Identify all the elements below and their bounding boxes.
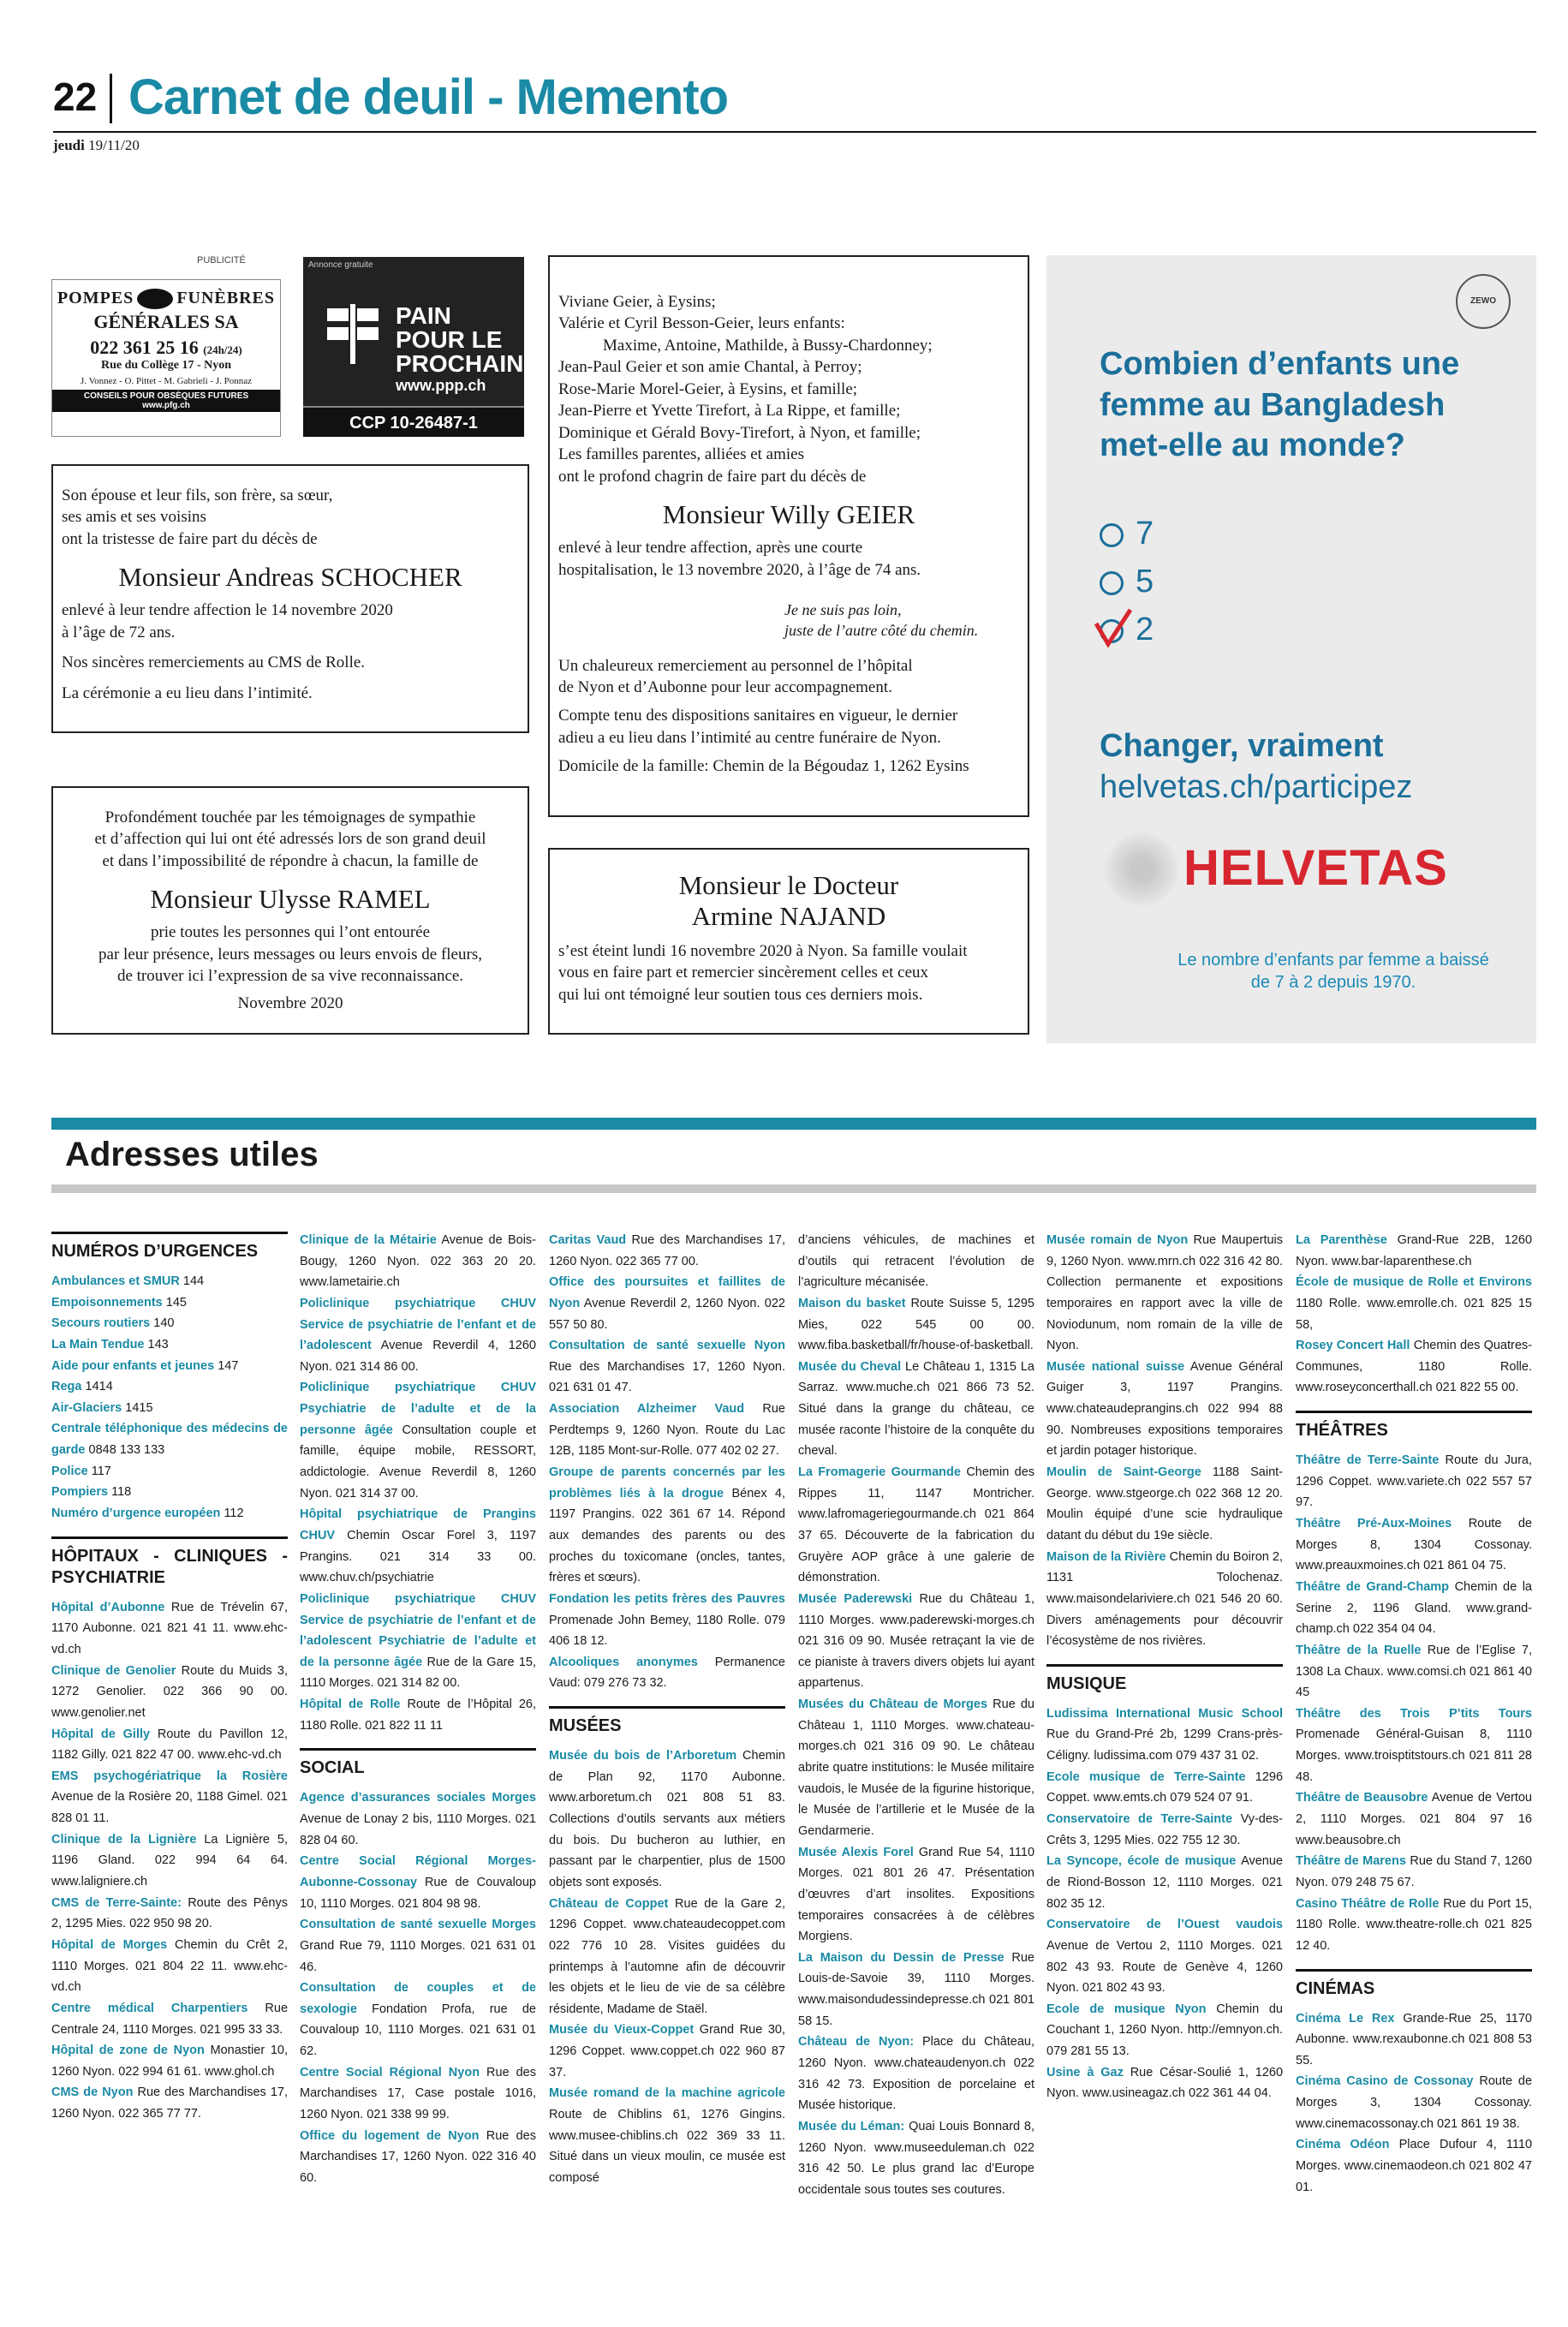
- entry-details: Fondation Profa, rue de Couvaloup 10, 1110 Morges. 021 631 01 62.: [300, 2002, 536, 2059]
- entry-details: Chemin de Plan 92, 1170 Aubonne. www.arboretum.ch 021 808 51 83. Collections d’outils servants aux métiers du bois. Du bucheron au luthier, en passant par le charpentier, plus de 1500 objets sont exposés.: [549, 1749, 785, 1889]
- entry-name: Office des poursuites et faillites de Nyon: [549, 1275, 785, 1310]
- address-entry: [1296, 1450, 1532, 1513]
- entry-details: Rue Maupertuis 9, 1260 Nyon. www.mrn.ch 022 316 42 80. Collection permanente et expositions temporaires en rapport avec la ville de Noviodunum, nom romain de la ville de Nyon.: [1046, 1233, 1284, 1353]
- address-column-3: [549, 1230, 785, 2189]
- entry-name: La Fromagerie Gourmande: [798, 1465, 961, 1480]
- entry-name: Cinéma Le Rex: [1296, 2011, 1395, 2026]
- entry-name: Rosey Concert Hall: [1296, 1339, 1410, 1353]
- entry-name: Pompiers: [51, 1485, 109, 1500]
- entry-details: Route de l’Hôpital 26, 1180 Rolle. 021 822 11 11: [300, 1698, 536, 1733]
- address-entry: [1046, 1999, 1283, 2062]
- notice-geier: Viviane Geier, à Eysins; Valérie et Cyril Besson-Geier, leurs enfants: Maxime, Antoine, Mathilde, à Bussy-Chardonney; Jean-Paul Geier et son amie Chantal, à Perroy; Rose-Marie Morel-Geier, à Eysins, et famille; Jean-Pierre et Yvette Tirefort, à La Rippe, et famille; Dominique et Gérald Bovy-Tirefort, à Nyon, et famille; Les familles parentes, alliées et amies ont le profond chagrin de faire part du décès de Monsieur Willy GEIER enlevé à leur tendre affection, après une courte hospitalisation, le 13 novembre 2020, à l’âge de 74 ans. Je ne suis pas loin, juste de l’autre côté du chemin. Un chaleureux remerciement au personnel de l’hôpital de Nyon et d’Aubonne pour leur accompagnement. Compte tenu des dispositions sanitaires en vigueur, le dernier adieu a eu lieu dans l’intimité au centre funéraire de Nyon. Domicile de la famille: Chemin de la Bégoudaz 1, 1262 Eysins: [548, 255, 1029, 817]
- entry-name: Musée du Léman:: [798, 2119, 905, 2133]
- section-title: Adresses utiles: [65, 1136, 319, 1173]
- entry-name: La Parenthèse: [1296, 1233, 1387, 1247]
- entry-details: Chemin Oscar Forel 3, 1197 Prangins. 021 314 33 00. www.chuv.ch/psychiatrie: [300, 1528, 537, 1585]
- entry-name: Hôpital psychiatrique de Prangins CHUV: [300, 1507, 536, 1542]
- entry-details: Grand Rue 54, 1110 Morges. 021 801 26 47. Présentation d’œuvres d’art insolites. Expositions temporaires consacrées à de célèbres Morgiens.: [798, 1845, 1035, 1944]
- entry-name: Centrale téléphonique des médecins de garde: [51, 1422, 288, 1458]
- address-entry: [51, 1313, 288, 1334]
- address-entry: [51, 1829, 288, 1893]
- entry-name: Consultation de couples et de sexologie: [300, 1981, 536, 2016]
- entry-details: Permanence Vaud: 079 276 73 32.: [549, 1655, 785, 1691]
- radio-icon: [1100, 523, 1124, 547]
- address-entry: [549, 1652, 785, 1694]
- address-entry: [300, 1504, 536, 1589]
- entry-name: Casino Théâtre de Rolle: [1296, 1896, 1440, 1911]
- entry-name: École de musique de Rolle et Environs: [1296, 1275, 1532, 1290]
- address-column-4: [798, 1230, 1034, 2200]
- entry-details: Promenade John Bemey, 1180 Rolle. 079 406 18 12.: [549, 1613, 785, 1649]
- entry-name: Théâtre de la Ruelle: [1296, 1643, 1422, 1657]
- address-entry: [51, 1334, 288, 1356]
- address-entry: [1046, 1547, 1283, 1652]
- entry-details: Grand Rue 30, 1296 Coppet. www.coppet.ch 022 960 87 37.: [549, 2023, 786, 2079]
- address-entry: [300, 1851, 536, 1914]
- address-entry: [1296, 1703, 1532, 1788]
- pfg-logo-icon: [137, 289, 173, 309]
- entry-name: Musée Paderewski: [798, 1591, 913, 1606]
- address-entry: [300, 1787, 536, 1851]
- entry-details: Rue du Château 1, 1110 Morges. www.chateau-morges.ch 021 316 09 90. Le château abrite quatre institutions: le Musée militaire vaudois, le Musée de la figurine historique, le Musée de l’artillerie et le Musée de la Gendarmerie.: [798, 1698, 1034, 1838]
- page-number: 22: [53, 75, 98, 119]
- entry-name: Conservatoire de l’Ouest vaudois: [1046, 1918, 1283, 1932]
- entry-name: Théâtre de Marens: [1296, 1854, 1406, 1869]
- entry-name: Hôpital de Morges: [51, 1937, 168, 1952]
- entry-name: Théâtre des Trois P’tits Tours: [1296, 1706, 1532, 1721]
- address-entry: [51, 1461, 288, 1483]
- entry-name: Fondation les petits frères des Pauvres: [549, 1591, 785, 1606]
- address-entry: [51, 1724, 288, 1766]
- entry-details: Le Château 1, 1315 La Sarraz. www.muche.ch 021 866 73 52. Situé dans la grange du château, ce musée raconte l’histoire de la conquête du cheval.: [798, 1359, 1034, 1459]
- entry-name: Clinique de la Métairie: [300, 1233, 437, 1247]
- entry-name: Cinéma Odéon: [1296, 2138, 1390, 2152]
- entry-name: Office du logement de Nyon: [300, 2128, 480, 2143]
- entry-name: Rega: [51, 1380, 82, 1394]
- address-entry: [51, 1893, 288, 1935]
- section-band: [51, 1118, 1536, 1130]
- entry-name: Policlinique psychiatrique CHUV Service de psychiatrie de l’enfant et de l’adolescent Psychiatrie de l’adulte et de la personne âgée: [300, 1591, 536, 1669]
- address-entry: [1046, 1462, 1283, 1547]
- entry-name: Musée romand de la machine agricole: [549, 2086, 785, 2101]
- entry-details: Chemin du Couchant 1, 1260 Nyon. http://emnyon.ch. 079 281 55 13.: [1046, 2002, 1283, 2059]
- entry-details: Grand Rue 79, 1110 Morges. 021 631 01 46.: [300, 1938, 536, 1974]
- address-entry: [549, 1230, 785, 1272]
- entry-details: Avenue de Vertou 2, 1110 Morges. 021 802 43 93. Route de Genève 4, 1260 Nyon. 021 802 43 93.: [1046, 1938, 1283, 1996]
- address-entry: [300, 2126, 536, 2189]
- entry-name: Théâtre de Beausobre: [1296, 1791, 1428, 1805]
- check-mark-icon: [1093, 606, 1134, 647]
- address-entry: [51, 1356, 288, 1377]
- entry-name: Théâtre de Grand-Champ: [1296, 1579, 1450, 1594]
- address-entry: [798, 1842, 1034, 1948]
- address-entry: [549, 2083, 785, 2188]
- entry-name: CMS de Nyon: [51, 2085, 134, 2100]
- helvetas-advertisement: ZEWO Combien d’enfants une femme au Bangladesh met-elle au monde? 7 5 2 Changer, vraiment helvetas.ch/participez HELVETAS Le nombre d’enfants par femme a baissé de 7 à 2 depuis 1970.: [1046, 255, 1536, 1043]
- entry-name: Secours routiers: [51, 1316, 151, 1331]
- entry-name: Cinéma Casino de Cossonay: [1296, 2074, 1474, 2089]
- advertising-label: PUBLICITÉ: [197, 255, 246, 266]
- entry-name: La Maison du Dessin de Presse: [798, 1950, 1005, 1965]
- address-entry: [549, 2020, 785, 2083]
- entry-name: Musée Alexis Forel: [798, 1845, 914, 1859]
- address-entry: [51, 1418, 288, 1460]
- category-heading: HÔPITAUX - CLINIQUES - PSYCHIATRIE: [51, 1536, 288, 1589]
- entry-name: Hôpital de Rolle: [300, 1698, 401, 1712]
- entry-details: Promenade Général-Guisan 8, 1110 Morges. www.troisptitstours.ch 021 811 28 48.: [1296, 1727, 1532, 1784]
- entry-details: 0848 133 133: [88, 1443, 165, 1458]
- address-entry: [1296, 1335, 1532, 1399]
- address-entry: [300, 2062, 536, 2126]
- entry-details: Rue de Couvaloup 10, 1110 Morges. 021 804 98 98.: [300, 1875, 536, 1911]
- address-entry: [300, 1914, 536, 1978]
- entry-details: 1180 Rolle. www.emrolle.ch. 021 825 15 58,: [1296, 1296, 1532, 1332]
- address-entry: [51, 1766, 288, 1829]
- header-rule: [53, 131, 1536, 133]
- entry-details: Route de Morges 8, 1304 Cossonay. www.preauxmoines.ch 021 861 04 75.: [1296, 1517, 1532, 1573]
- address-entry: [300, 1978, 536, 2062]
- zewo-badge: ZEWO: [1456, 274, 1511, 329]
- entry-details: 145: [165, 1295, 187, 1310]
- entry-details: Avenue de Riond-Bosson 12, 1110 Morges. 021 802 35 12.: [1046, 1854, 1283, 1911]
- entry-details: Route de Chiblins 61, 1276 Gingins. www.musee-chiblins.ch 022 369 33 11. Situé dans un vieux moulin, ce musée est composé: [549, 2107, 785, 2185]
- entry-name: Hôpital d’Aubonne: [51, 1600, 165, 1614]
- entry-details: Avenue Reverdil 2, 1260 Nyon. 022 557 50 80.: [549, 1296, 785, 1332]
- entry-details: 143: [147, 1337, 169, 1351]
- address-entry: [51, 1503, 288, 1524]
- entry-details: Rue des Marchandises 17, Case postale 1016, 1260 Nyon. 021 338 99 99.: [300, 2065, 537, 2121]
- entry-details: Vy-des-Crêts 3, 1295 Mies. 022 755 12 30.: [1046, 1812, 1284, 1847]
- notice-schocher: Son épouse et leur fils, son frère, sa sœur, ses amis et ses voisins ont la tristesse de faire part du décès de Monsieur Andreas SCHOCHER enlevé à leur tendre affection le 14 novembre 2020 à l’âge de 72 ans. Nos sincères remerciements au CMS de Rolle. La cérémonie a eu lieu dans l’intimité.: [51, 464, 529, 733]
- entry-details: 112: [224, 1507, 244, 1521]
- entry-name: Agence d’assurances sociales Morges: [300, 1791, 536, 1805]
- address-entry: [51, 1271, 288, 1292]
- entry-details: 140: [153, 1316, 175, 1331]
- entry-details: Rue de l’Eglise 7, 1308 La Chaux. www.comsi.ch 021 861 40 45: [1296, 1643, 1533, 1700]
- category-heading: CINÉMAS: [1296, 1969, 1532, 2000]
- address-entry: [549, 1894, 785, 2020]
- entry-name: Clinique de la Lignière: [51, 1832, 197, 1847]
- entry-details: Rue du Grand-Pré 2b, 1299 Crans-près-Céligny. ludissima.com 079 437 31 02.: [1046, 1727, 1283, 1763]
- entry-details: Route du Muids 3, 1272 Genolier. 022 366 90 00. www.genolier.net: [51, 1663, 288, 1720]
- entry-details: Chemin des Rippes 11, 1147 Montricher. www.lafromageriegourmande.ch 021 864 37 65. Découverte de la fabrication du Gruyère AOP grâce à une galerie de démonstration.: [798, 1465, 1035, 1585]
- address-entry: [51, 2040, 288, 2082]
- entry-name: Centre Social Régional Nyon: [300, 2065, 480, 2079]
- category-heading: MUSÉES: [549, 1706, 785, 1737]
- entry-name: Maison de la Rivière: [1046, 1549, 1166, 1564]
- entry-name: Château de Nyon:: [798, 2035, 915, 2050]
- entry-details: Rue des Marchandises 17, 1260 Nyon. 022 365 77 77.: [51, 2085, 288, 2121]
- address-entry: [798, 1230, 1034, 1293]
- address-entry: [1296, 1894, 1532, 1957]
- address-entry: [549, 1745, 785, 1893]
- address-column-2: [300, 1230, 536, 2189]
- address-entry: [549, 1335, 785, 1399]
- entry-details: 1414: [85, 1380, 113, 1394]
- entry-details: Chemin du Boiron 2, 1131 Tolochenaz. www.maisondelariviere.ch 021 546 20 60. Divers aménagements pour découvrir l’écosystème de nos rivières.: [1046, 1549, 1284, 1649]
- entry-details: Route des Pênys 2, 1295 Mies. 022 950 98 20.: [51, 1895, 288, 1931]
- entry-name: Musée romain de Nyon: [1046, 1233, 1189, 1247]
- entry-name: Musée du Vieux-Coppet: [549, 2023, 695, 2038]
- address-column-5: [1046, 1230, 1283, 2104]
- address-entry: [51, 1398, 288, 1419]
- address-entry: [798, 1694, 1034, 1841]
- address-entry: [549, 1462, 785, 1589]
- entry-details: Rue du Stand 7, 1260 Nyon. 079 248 75 67.: [1296, 1854, 1532, 1889]
- address-entry: [1296, 1272, 1532, 1335]
- address-entry: [1046, 1851, 1283, 1914]
- address-entry: [798, 1948, 1034, 2032]
- category-heading: NUMÉROS D’URGENCES: [51, 1232, 288, 1262]
- entry-name: Clinique de Genolier: [51, 1663, 176, 1678]
- entry-details: 1415: [125, 1400, 153, 1415]
- entry-details: Rue de Trévelin 67, 1170 Aubonne. 021 821 41 11. www.ehc-vd.ch: [51, 1600, 288, 1656]
- notice-najand: Monsieur le Docteur Armine NAJAND s’est éteint lundi 16 novembre 2020 à Nyon. Sa famille voulait vous en faire part et remercier sincèrement celles et ceux qui lui ont témoigné leur soutien tous ces derniers mois.: [548, 848, 1029, 1035]
- entry-name: Usine à Gaz: [1046, 2065, 1124, 2079]
- address-entry: [798, 1357, 1034, 1462]
- entry-details: Rue César-Soulié 1, 1260 Nyon. www.usineagaz.ch 022 361 44 04.: [1046, 2065, 1284, 2101]
- address-column-1: [51, 1230, 288, 2125]
- address-entry: [1296, 1787, 1532, 1851]
- address-entry: [798, 2116, 1034, 2201]
- entry-name: Aide pour enfants et jeunes: [51, 1358, 215, 1373]
- address-entry: [300, 1293, 536, 1378]
- ppp-advertisement: Annonce gratuite PAIN POUR LE PROCHAIN www.ppp.ch CCP 10-26487-1: [303, 257, 524, 437]
- address-entry: [798, 1293, 1034, 1357]
- entry-name: Théâtre Pré-Aux-Moines: [1296, 1517, 1452, 1531]
- entry-details: 144: [182, 1274, 205, 1288]
- entry-details: Place Dufour 4, 1110 Morges. www.cinemaodeon.ch 021 802 47 01.: [1296, 2138, 1533, 2194]
- entry-details: Route du Pavillon 12, 1182 Gilly. 021 822 47 00. www.ehc-vd.ch: [51, 1727, 289, 1763]
- entry-name: Numéro d’urgence européen: [51, 1507, 221, 1521]
- entry-details: Route Suisse 5, 1295 Mies, 022 545 00 00. www.fiba.basketball/fr/house-of-basketball.: [798, 1296, 1034, 1353]
- address-entry: [51, 1661, 288, 1724]
- entry-details: Grand-Rue 22B, 1260 Nyon. www.bar-laparenthese.ch: [1296, 1233, 1533, 1268]
- address-entry: [1046, 1703, 1283, 1767]
- entry-details: Rue des Marchandises 17, 1260 Nyon. 021 631 01 47.: [549, 1359, 785, 1395]
- entry-details: Rue des Marchandises 17, 1260 Nyon. 022 316 40 60.: [300, 2128, 536, 2185]
- entry-name: Théâtre de Terre-Sainte: [1296, 1453, 1440, 1468]
- globe-icon: [1103, 831, 1180, 908]
- entry-name: Consultation de santé sexuelle Nyon: [549, 1339, 785, 1353]
- entry-details: Rue Louis-de-Savoie 39, 1110 Morges. www.maisondudessindepresse.ch 021 801 58 15.: [798, 1950, 1034, 2028]
- address-entry: [51, 2082, 288, 2124]
- entry-name: Hôpital de Gilly: [51, 1727, 151, 1741]
- entry-name: Hôpital de zone de Nyon: [51, 2044, 205, 2058]
- entry-details: Consultation couple et famille, équipe mobile, RESSORT, addictologie. Avenue Reverdil 8, 1260 Nyon. 021 314 37 00.: [300, 1423, 536, 1501]
- entry-name: La Syncope, école de musique: [1046, 1854, 1237, 1869]
- entry-name: Ecole musique de Terre-Sainte: [1046, 1769, 1246, 1784]
- category-heading: SOCIAL: [300, 1748, 536, 1779]
- entry-details: Avenue Reverdil 4, 1260 Nyon. 021 314 86 00.: [300, 1339, 536, 1374]
- address-entry: [1046, 1914, 1283, 1999]
- entry-name: Musée du bois de l’Arboretum: [549, 1749, 737, 1763]
- entry-name: Musée du Cheval: [798, 1359, 902, 1374]
- entry-details: Route du Jura, 1296 Coppet. www.variete.ch 022 557 57 97.: [1296, 1453, 1532, 1510]
- address-entry: [1296, 1851, 1532, 1893]
- entry-details: Avenue Général Guiger 3, 1197 Prangins. www.chateaudeprangins.ch 022 994 88 90. Nombreuses expositions temporaires et jardin potager historique.: [1046, 1359, 1283, 1459]
- address-entry: [300, 1589, 536, 1694]
- entry-name: Groupe de parents concernés par les problèmes liés à la drogue: [549, 1465, 785, 1501]
- address-entry: [51, 1935, 288, 1998]
- entry-details: Chemin de la Serine 2, 1196 Gland. www.grand-champ.ch 022 354 04 04.: [1296, 1579, 1532, 1637]
- entry-details: Rue de la Gare 15, 1110 Morges. 021 314 82 00.: [300, 1655, 536, 1691]
- address-entry: [1296, 1230, 1532, 1272]
- entry-details: 1296 Coppet. www.emts.ch 079 524 07 91.: [1046, 1769, 1284, 1805]
- category-heading: MUSIQUE: [1046, 1664, 1283, 1695]
- entry-name: Consultation de santé sexuelle Morges: [300, 1918, 536, 1932]
- address-entry: [1046, 1767, 1283, 1809]
- entry-details: Quai Louis Bonnard 8, 1260 Nyon. www.museeduleman.ch 022 316 42 50. Le plus grand lac d’Europe occidentale sous toutes ses coutures.: [798, 2119, 1035, 2197]
- entry-details: Avenue de la Rosière 20, 1188 Gimel. 021 828 01 11.: [51, 1790, 288, 1826]
- address-entry: [798, 1462, 1034, 1589]
- address-entry: [1046, 1357, 1283, 1462]
- address-entry: [1296, 1577, 1532, 1640]
- entry-name: Ludissima International Music School: [1046, 1706, 1283, 1721]
- entry-details: Avenue de Bois-Bougy, 1260 Nyon. 022 363 20 20. www.lametairie.ch: [300, 1233, 536, 1290]
- address-entry: [1296, 2008, 1532, 2072]
- address-entry: [1046, 2062, 1283, 2104]
- entry-name: Ambulances et SMUR: [51, 1274, 180, 1288]
- entry-details: Rue des Marchandises 17, 1260 Nyon. 022 365 77 00.: [549, 1233, 785, 1268]
- entry-name: Musée national suisse: [1046, 1359, 1185, 1374]
- address-entry: [51, 1482, 288, 1503]
- entry-details: Rue Centrale 24, 1110 Morges. 021 995 33 33.: [51, 2001, 289, 2037]
- entry-name: Empoisonnements: [51, 1295, 163, 1310]
- entry-details: Monastier 10, 1260 Nyon. 022 994 61 61. www.ghol.ch: [51, 2044, 289, 2079]
- address-entry: [798, 1589, 1034, 1694]
- entry-details: Avenue de Vertou 2, 1110 Morges. 021 804 97 16 www.beausobre.ch: [1296, 1791, 1532, 1847]
- entry-name: CMS de Terre-Sainte:: [51, 1895, 182, 1910]
- entry-name: Ecole de musique Nyon: [1046, 2002, 1207, 2016]
- address-column-6: [1296, 1230, 1532, 2198]
- address-entry: [549, 1399, 785, 1462]
- address-entry: [1046, 1809, 1283, 1851]
- address-entry: [51, 1998, 288, 2040]
- entry-name: Caritas Vaud: [549, 1233, 627, 1247]
- address-entry: [1296, 1640, 1532, 1703]
- entry-details: Rue Perdtemps 9, 1260 Nyon. Route du Lac 12B, 1185 Mont-sur-Rolle. 077 402 02 27.: [549, 1402, 785, 1459]
- address-entry: [1046, 1230, 1283, 1357]
- entry-name: Centre médical Charpentiers: [51, 2001, 248, 2015]
- entry-name: EMS psychogériatrique la Rosière: [51, 1769, 288, 1783]
- entry-details: Avenue de Lonay 2 bis, 1110 Morges. 021 828 04 60.: [300, 1812, 536, 1847]
- entry-details: 118: [111, 1485, 132, 1500]
- entry-details: Route de Morges 3, 1304 Cossonay. www.cinemacossonay.ch 021 861 19 38.: [1296, 2074, 1533, 2131]
- entry-details: 1188 Saint-George. www.stgeorge.ch 022 368 12 20. Moulin équipé d’une scie hydraulique datant du début du 19e siècle.: [1046, 1465, 1284, 1542]
- address-entry: [1296, 1513, 1532, 1577]
- entry-details: Rue du Port 15, 1180 Rolle. www.theatre-rolle.ch 021 825 12 40.: [1296, 1896, 1532, 1953]
- notice-ramel: Profondément touchée par les témoignages de sympathie et d’affection qui lui ont été adressés lors de son grand deuil et dans l’impossibilité de répondre à chacun, la famille de Monsieur Ulysse RAMEL prie toutes les personnes qui l’ont entourée par leur présence, leurs messages ou leurs envois de fleurs, de trouver ici l’expression de sa vive reconnaissance. Novembre 2020: [51, 786, 529, 1035]
- entry-name: Centre Social Régional Morges-Aubonne-Cossonay: [300, 1854, 536, 1889]
- entry-name: Moulin de Saint-George: [1046, 1465, 1201, 1480]
- category-heading: THÉÂTRES: [1296, 1411, 1532, 1441]
- entry-name: Policlinique psychiatrique CHUV Service de psychiatrie de l’enfant et de l’adolescent: [300, 1296, 536, 1353]
- address-entry: [51, 1292, 288, 1314]
- entry-details: Chemin des Quatres-Communes, 1180 Rolle. www.roseyconcerthall.ch 021 822 55 00.: [1296, 1339, 1533, 1395]
- address-entry: [798, 2032, 1034, 2116]
- address-entry: [300, 1230, 536, 1293]
- entry-name: Conservatoire de Terre-Sainte: [1046, 1812, 1233, 1827]
- address-entry: [1296, 2134, 1532, 2198]
- entry-details: Grande-Rue 25, 1170 Aubonne. www.rexaubonne.ch 021 808 53 55.: [1296, 2011, 1532, 2067]
- address-entry: [549, 1589, 785, 1652]
- issue-date: jeudi 19/11/20: [53, 137, 140, 153]
- entry-details: 147: [218, 1358, 239, 1373]
- entry-name: Police: [51, 1464, 88, 1478]
- radio-icon: [1100, 571, 1124, 595]
- entry-name: Air-Glaciers: [51, 1400, 122, 1415]
- wheat-icon: [319, 300, 387, 368]
- entry-details: Rue du Château 1, 1110 Morges. www.paderewski-morges.ch 021 316 09 90. Musée retraçant la vie de ce pianiste à travers divers objets lui ayant appartenus.: [798, 1591, 1035, 1691]
- entry-details: Chemin du Crêt 2, 1110 Morges. 021 804 22 11. www.ehc-vd.ch: [51, 1937, 288, 1995]
- entry-name: Association Alzheimer Vaud: [549, 1402, 745, 1417]
- header-divider: [110, 74, 112, 123]
- poem: Je ne suis pas loin, juste de l’autre côté du chemin.: [784, 600, 979, 640]
- section-band-grey: [51, 1184, 1536, 1193]
- entry-details: Bénex 4, 1197 Prangins. 022 361 67 14. Répond aux demandes des parents ou des proches du toxicomane (oncles, tantes, frères et sœurs).: [549, 1486, 785, 1585]
- entry-name: Musées du Château de Morges: [798, 1698, 988, 1712]
- entry-details: Rue de la Gare 2, 1296 Coppet. www.chateaudecoppet.com 022 776 10 28. Visites guidées du printemps à l’automne afin de découvrir les objets et le lieu de vie de sa célèbre résidente, Madame de Staël.: [549, 1896, 785, 2016]
- address-entry: [51, 1597, 288, 1661]
- entry-details: d’anciens véhicules, de machines et d’outils qui retracent l’évolution de l’agriculture mécanisée.: [798, 1233, 1034, 1290]
- address-entry: [1296, 2071, 1532, 2134]
- address-entry: [300, 1377, 536, 1504]
- entry-name: Château de Coppet: [549, 1896, 669, 1911]
- address-entry: [51, 1376, 288, 1398]
- entry-details: 117: [91, 1464, 111, 1478]
- pfg-advertisement: POMPES FUNÈBRES GÉNÉRALES SA 022 361 25 16 (24h/24) Rue du Collège 17 - Nyon J. Vonnez - O. Pittet - M. Gabrieli - J. Ponnaz CONSEILS POUR OBSÈQUES FUTURES www.pfg.ch: [51, 279, 281, 437]
- entry-details: La Lignière 5, 1196 Gland. 022 994 64 64. www.laligniere.ch: [51, 1832, 288, 1889]
- entry-name: Alcooliques anonymes: [549, 1655, 698, 1669]
- entry-name: La Main Tendue: [51, 1337, 145, 1351]
- page-title: Carnet de deuil - Memento: [128, 69, 729, 125]
- address-entry: [300, 1694, 536, 1736]
- entry-details: Place du Château, 1260 Nyon. www.chateaudenyon.ch 022 316 42 73. Exposition de porcelaine et Musée historique.: [798, 2035, 1035, 2113]
- entry-name: Policlinique psychiatrique CHUV Psychiatrie de l’adulte et de la personne âgée: [300, 1381, 536, 1437]
- address-entry: [549, 1272, 785, 1335]
- entry-name: Maison du basket: [798, 1296, 906, 1310]
